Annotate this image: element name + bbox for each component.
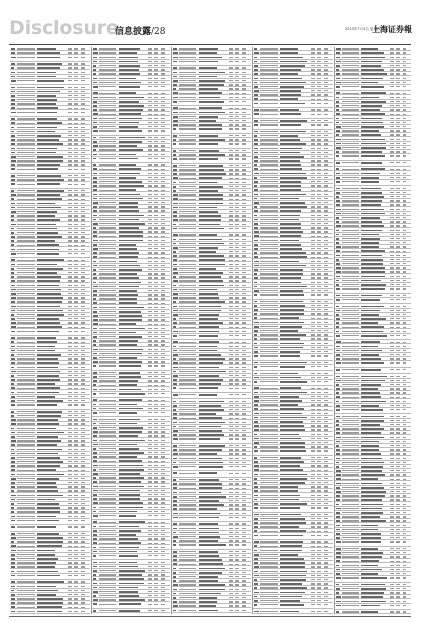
table-column xyxy=(335,47,411,614)
table-row xyxy=(10,79,90,86)
table-row xyxy=(253,506,333,513)
table-row xyxy=(253,112,333,119)
table-row xyxy=(335,154,411,161)
table-row xyxy=(10,182,90,189)
table-row xyxy=(10,519,90,526)
table-row xyxy=(253,380,333,387)
table-row xyxy=(335,85,411,92)
table-row xyxy=(92,554,170,561)
table-row xyxy=(172,543,251,550)
table-row xyxy=(172,516,251,523)
issue-date: 2013年7月4日 星期四 xyxy=(345,27,381,31)
table-row xyxy=(335,361,411,368)
table-row xyxy=(172,471,251,478)
table-row xyxy=(172,393,251,400)
table-row xyxy=(92,364,170,371)
column-divider xyxy=(91,47,92,614)
section-name: 信息披露 xyxy=(115,27,152,37)
table-row xyxy=(335,334,411,341)
table-row xyxy=(10,110,90,117)
table-row xyxy=(253,533,333,540)
header-rule xyxy=(9,44,411,45)
table-row xyxy=(172,60,251,67)
table-row xyxy=(335,408,411,415)
brand-wordmark: Disclosure xyxy=(9,17,119,39)
table-row xyxy=(172,608,251,612)
table-row xyxy=(10,403,90,410)
table-row xyxy=(335,576,411,583)
table-row xyxy=(335,604,411,611)
table-row xyxy=(335,287,411,294)
table-row xyxy=(335,161,411,168)
page-number: /28 xyxy=(151,27,166,37)
table-row xyxy=(253,609,333,613)
column-divider xyxy=(171,47,172,614)
table-row xyxy=(92,392,170,399)
table-row xyxy=(253,603,333,610)
table-column xyxy=(172,47,251,614)
table-row xyxy=(253,365,333,372)
table-row xyxy=(172,142,251,149)
section-title xyxy=(115,24,166,37)
column-divider xyxy=(334,47,335,614)
table-row xyxy=(172,157,251,164)
table-row xyxy=(10,609,90,613)
newspaper-name: 上海证券報 xyxy=(372,24,412,34)
column-divider xyxy=(252,47,253,614)
table-row xyxy=(172,334,251,341)
table-row xyxy=(10,525,90,532)
table-row xyxy=(253,101,333,108)
table-row xyxy=(253,293,333,300)
table-column xyxy=(253,47,333,614)
table-row xyxy=(253,123,333,130)
table-row xyxy=(335,540,411,547)
table-column xyxy=(92,47,170,614)
table-row xyxy=(10,329,90,336)
table-row xyxy=(92,609,170,613)
table-row xyxy=(10,55,90,62)
table-row xyxy=(172,386,251,393)
table-row xyxy=(92,411,170,418)
table-row xyxy=(172,100,251,107)
table-row xyxy=(92,129,170,136)
table-row xyxy=(172,465,251,472)
table-row xyxy=(172,127,251,134)
footer-rule xyxy=(9,616,411,617)
table-row xyxy=(10,574,90,581)
table-row xyxy=(10,252,90,259)
table-row xyxy=(253,354,333,361)
table-row xyxy=(335,610,411,614)
table-row xyxy=(172,227,251,234)
table-row xyxy=(92,157,170,164)
table-row xyxy=(92,85,170,92)
table-row xyxy=(335,298,411,305)
table-row xyxy=(335,368,411,375)
masthead xyxy=(0,0,421,42)
table-column xyxy=(10,47,90,614)
table-row xyxy=(253,449,333,456)
table-row xyxy=(172,437,251,444)
table-row xyxy=(92,514,170,521)
table-row xyxy=(335,180,411,187)
table-row xyxy=(10,167,90,174)
table-row xyxy=(92,602,170,609)
